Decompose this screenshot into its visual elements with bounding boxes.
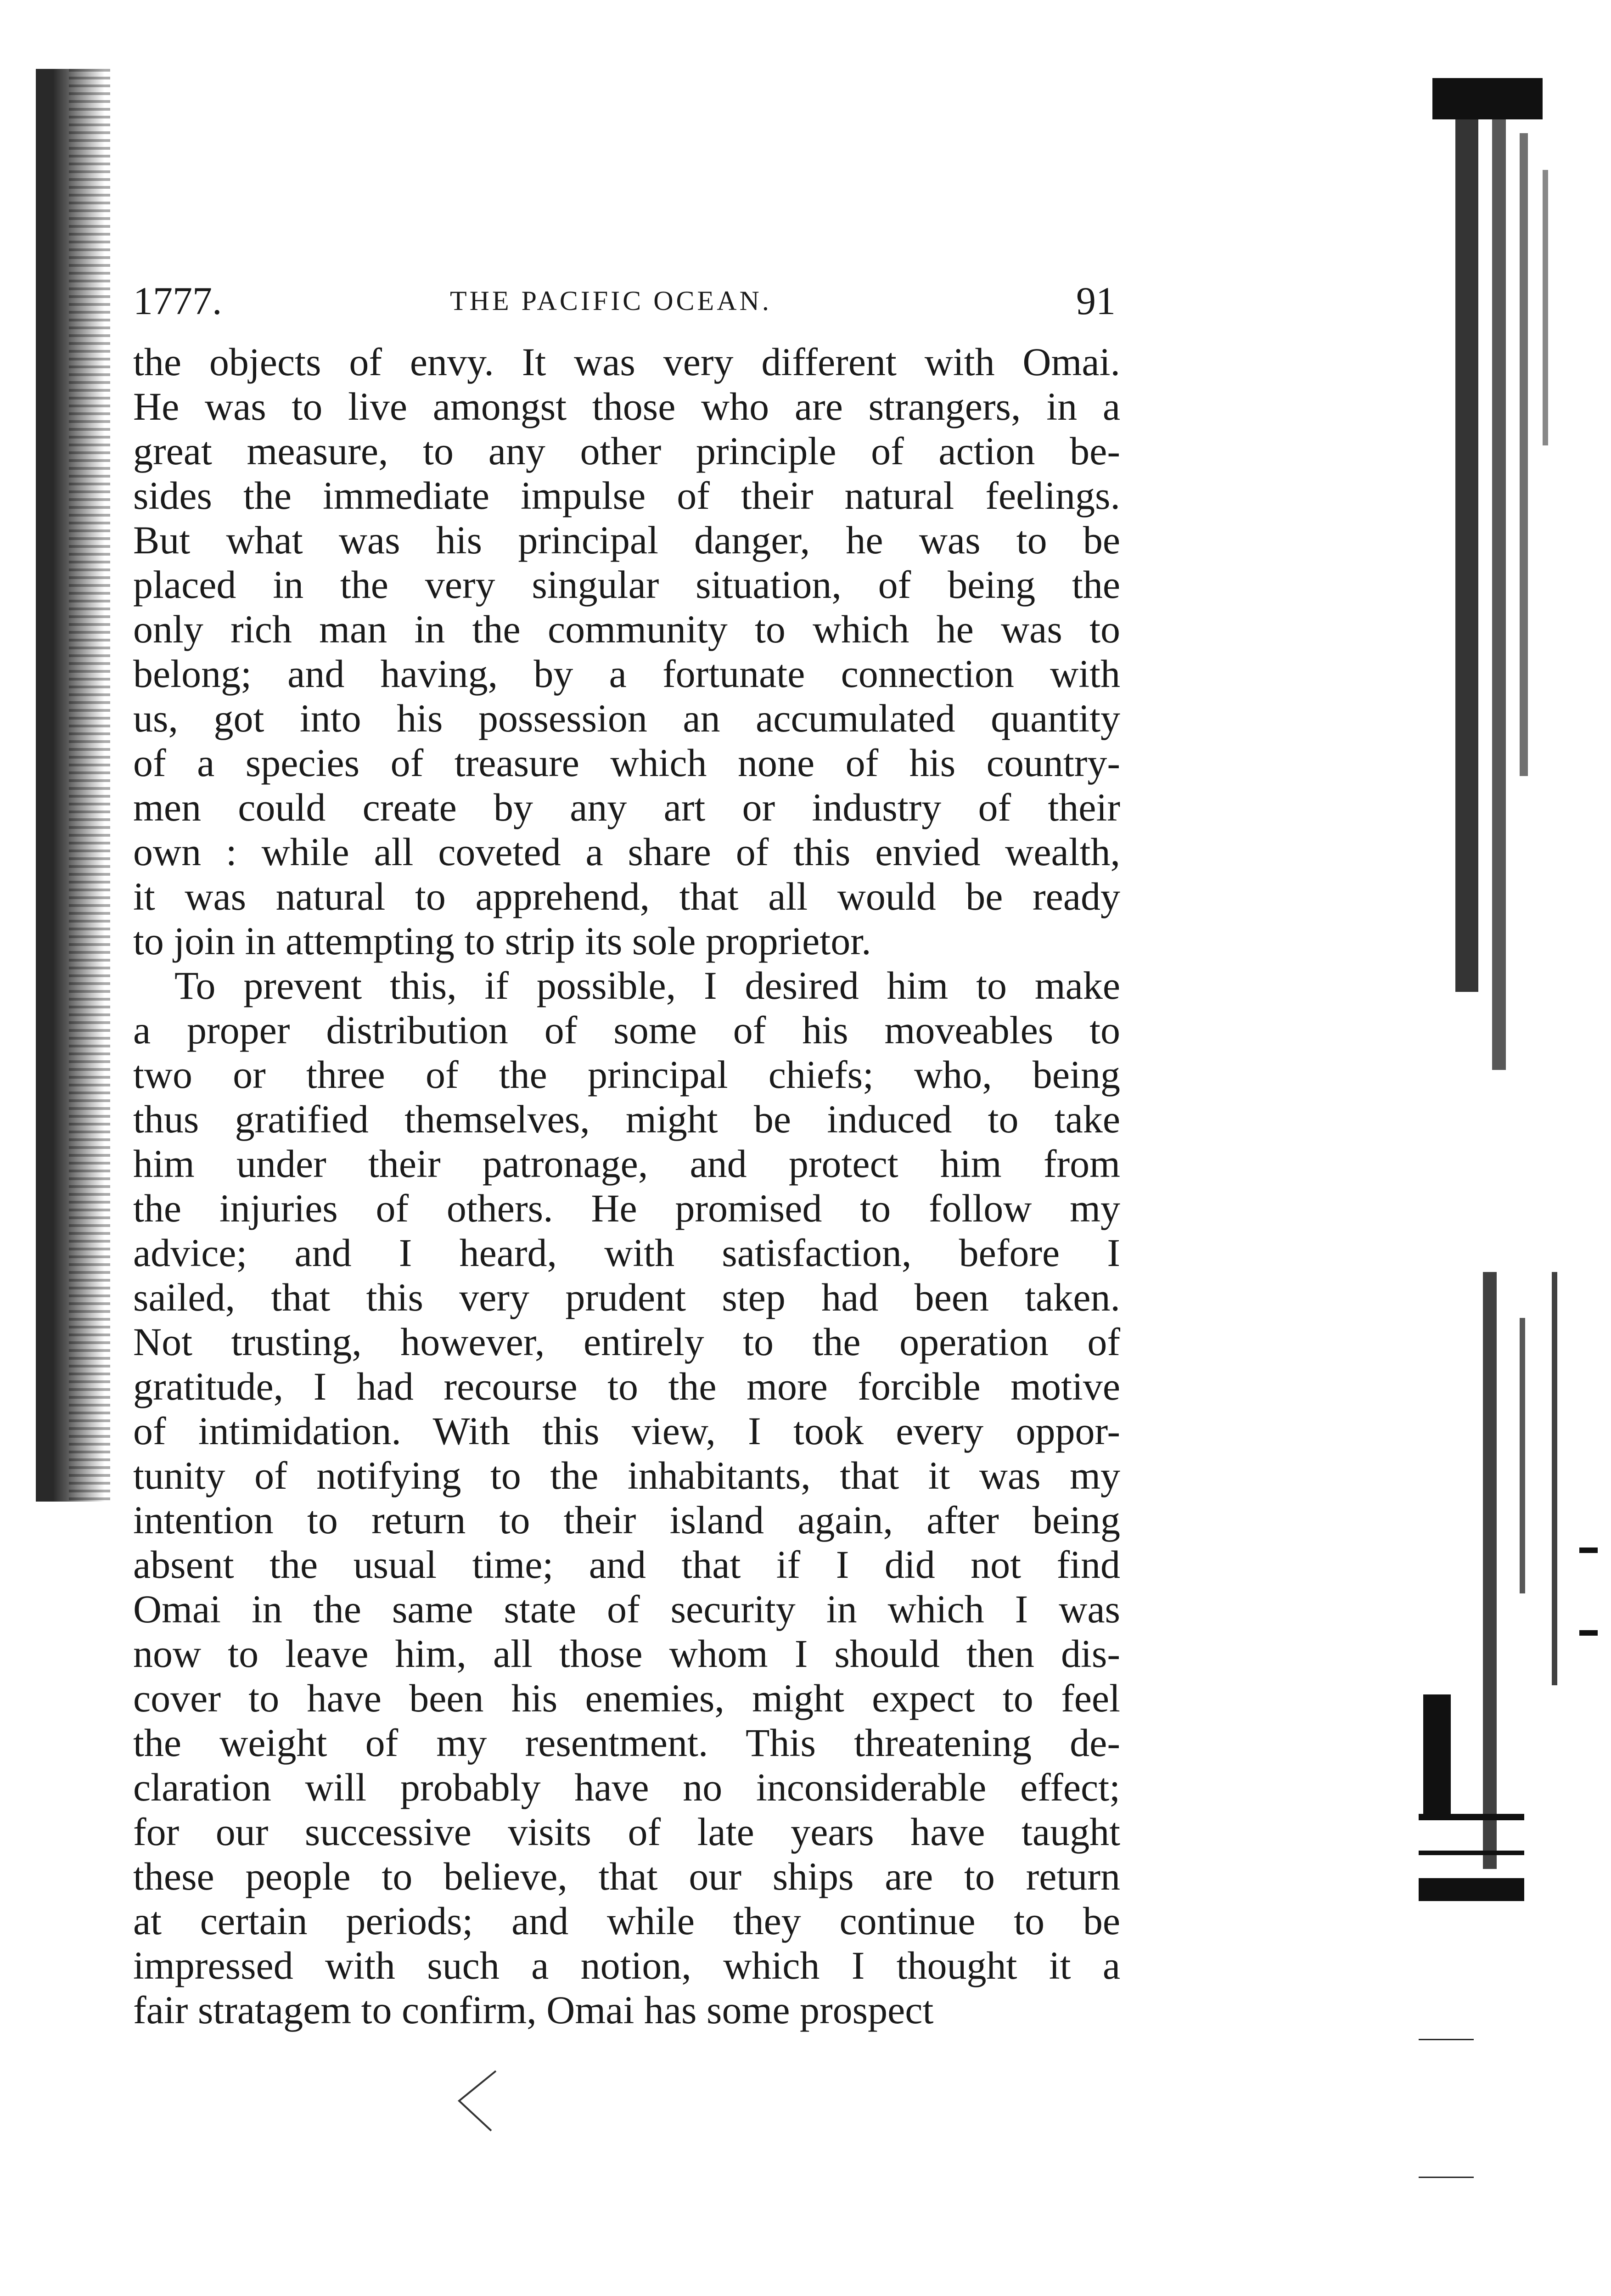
text-line: tunity of notifying to the inhabitants, that it was my [133,1453,1120,1497]
text-line: To prevent this, if possible, I desired him to make [174,963,1120,1007]
margin-rule [1419,2039,1474,2040]
text-line: at certain periods; and while they continue to be [133,1899,1120,1943]
text-line: to join in attempting to strip its sole proprietor. [133,919,871,963]
header-title: THE PACIFIC OCEAN. [450,286,772,316]
text-line: two or three of the principal chiefs; who, being [133,1052,1120,1097]
text-line: gratitude, I had recourse to the more forcible motive [133,1364,1120,1408]
running-head [133,276,1116,326]
text-line: He was to live amongst those who are strangers, in a [133,384,1120,428]
text-line: own : while all coveted a share of this envied wealth, [133,830,1120,874]
text-line: Not trusting, however, entirely to the operation of [133,1320,1120,1364]
pencil-mark [450,2066,505,2135]
text-line: But what was his principal danger, he was to be [133,518,1120,562]
text-line: cover to have been his enemies, might expect to feel [133,1676,1120,1720]
text-line: the weight of my resentment. This threatening de- [133,1721,1120,1765]
text-line: belong; and having, by a fortunate connection with [133,652,1120,696]
text-line: now to leave him, all those whom I should then dis- [133,1632,1120,1676]
text-line: him under their patronage, and protect him from [133,1142,1120,1186]
text-line: of a species of treasure which none of his country- [133,741,1120,785]
header-year: 1777. [133,279,222,323]
text-line: only rich man in the community to which he was to [133,607,1120,651]
text-line: the injuries of others. He promised to follow my [133,1186,1120,1230]
text-line: claration will probably have no inconsiderable effect; [133,1765,1120,1809]
text-line: impressed with such a notion, which I thought it a [133,1943,1120,1987]
text-line: placed in the very singular situation, of being the [133,563,1120,607]
text-line: thus gratified themselves, might be induced to take [133,1097,1120,1141]
text-line: absent the usual time; and that if I did not find [133,1542,1120,1587]
text-line: advice; and I heard, with satisfaction, before I [133,1231,1120,1275]
text-line: for our successive visits of late years have taught [133,1810,1120,1854]
margin-rule [1419,2177,1474,2178]
text-line: us, got into his possession an accumulated quantity [133,696,1120,740]
page-number: 91 [1076,279,1116,323]
text-line: fair stratagem to confirm, Omai has some prospect [133,1988,934,2032]
text-line: of intimidation. With this view, I took every oppor- [133,1409,1120,1453]
text-line: it was natural to apprehend, that all would be ready [133,874,1120,918]
text-line: men could create by any art or industry of their [133,785,1120,829]
text-line: intention to return to their island again, after being [133,1498,1120,1542]
bleed-through-artifacts [1405,78,1602,2053]
paragraph-2 [133,963,1120,2032]
body-text [133,340,1120,2032]
text-line: sides the immediate impulse of their natural feelings. [133,473,1120,518]
text-line: a proper distribution of some of his moveables to [133,1008,1120,1052]
text-line: the objects of envy. It was very different with Omai. [133,340,1120,384]
text-line: Omai in the same state of security in which I was [133,1587,1120,1631]
text-line: sailed, that this very prudent step had been taken. [133,1275,1120,1319]
paragraph-1 [133,340,1120,963]
text-line: these people to believe, that our ships are to return [133,1854,1120,1898]
scan-binding-speckle [69,69,110,1502]
text-line: great measure, to any other principle of action be- [133,429,1120,473]
